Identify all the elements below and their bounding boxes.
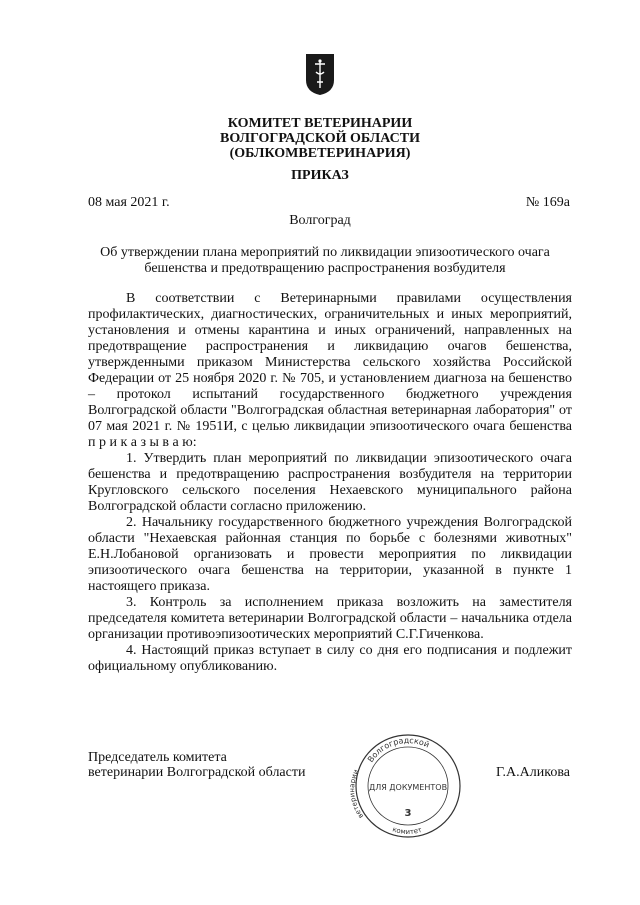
signatory-position-line2: ветеринарии Волгоградской области [88,765,306,780]
svg-text:комитет [391,825,423,836]
signatory-name: Г.А.Аликова [496,765,570,780]
stamp-outer-left-text: ветеринарии [348,768,366,820]
signatory-position-line1: Председатель комитета [88,750,227,765]
order-item-2: 2. Начальнику государственного бюджетного учреждения Волгоградской области "Нехаевская районная станция по борьбе с болезнями животных" Е.Н.Лобановой организовать и провести мероприятия по ликвидации эпизоотического очага бешенства на территории, указанной в пункте 1 настоящего приказа. [88,515,572,594]
org-name-line2: ВОЛГОГРАДСКОЙ ОБЛАСТИ [220,131,420,146]
org-name-line1: КОМИТЕТ ВЕТЕРИНАРИИ [227,116,413,131]
document-number: № 169а [525,195,570,210]
stamp-inner-text: ДЛЯ ДОКУМЕНТОВ [368,783,448,792]
stamp-number: 3 [404,808,412,819]
org-short-name: (ОБЛКОМВЕТЕРИНАРИЯ) [229,146,411,161]
order-item-3: 3. Контроль за исполнением приказа возложить на заместителя председателя комитета ветеринарии Волгоградской области – начальника отдела организации противоэпизоотических мероприятий С.Г.Гиченкова. [88,595,572,642]
stamp-bottom-text: комитет [391,825,423,837]
document-title: Об утверждении плана мероприятий по ликвидации эпизоотического очага бешенства и предотвращению распространения возбудителя [100,245,550,276]
stamp-outer-top-text: Волгоградской [365,735,431,765]
svg-text:Волгоградской [366,736,431,764]
preamble-paragraph: В соответствии с Ветеринарными правилами осуществления профилактических, диагностических, ограничительных и иных мероприятий, установления и отмены карантина и иных ограничений, направленных на предотвращение распространения и ликвидацию очагов бешенства, утвержденными приказом Министерства сельского хозяйства Российской Федерации от 25 ноября 2020 г. № 705, и установлением диагноза на бешенство – протокол испытаний государственного бюджетного учреждения Волгоградской области "Волгоградская областная ветеринарная лаборатория" от 07 мая 2021 г. № 1951И, с целью ликвидации эпизоотического очага бешенства п р и к а з ы в а ю: [88,291,572,450]
order-item-1: 1. Утвердить план мероприятий по ликвидации эпизоотического очага бешенства и предотвращению распространения возбудителя на территории Кругловского сельского поселения Нехаевского муниципального района Волгоградской области согласно приложению. [88,451,572,514]
coat-of-arms-emblem [304,52,336,96]
order-item-4: 4. Настоящий приказ вступает в силу со дня его подписания и подлежит официальному опубликованию. [88,643,572,674]
document-date: 08 мая 2021 г. [88,195,170,210]
signatory-position [88,750,305,780]
document-type: ПРИКАЗ [291,168,349,183]
document-city: Волгоград [289,213,351,228]
document-body [88,291,572,675]
official-stamp [343,730,473,842]
